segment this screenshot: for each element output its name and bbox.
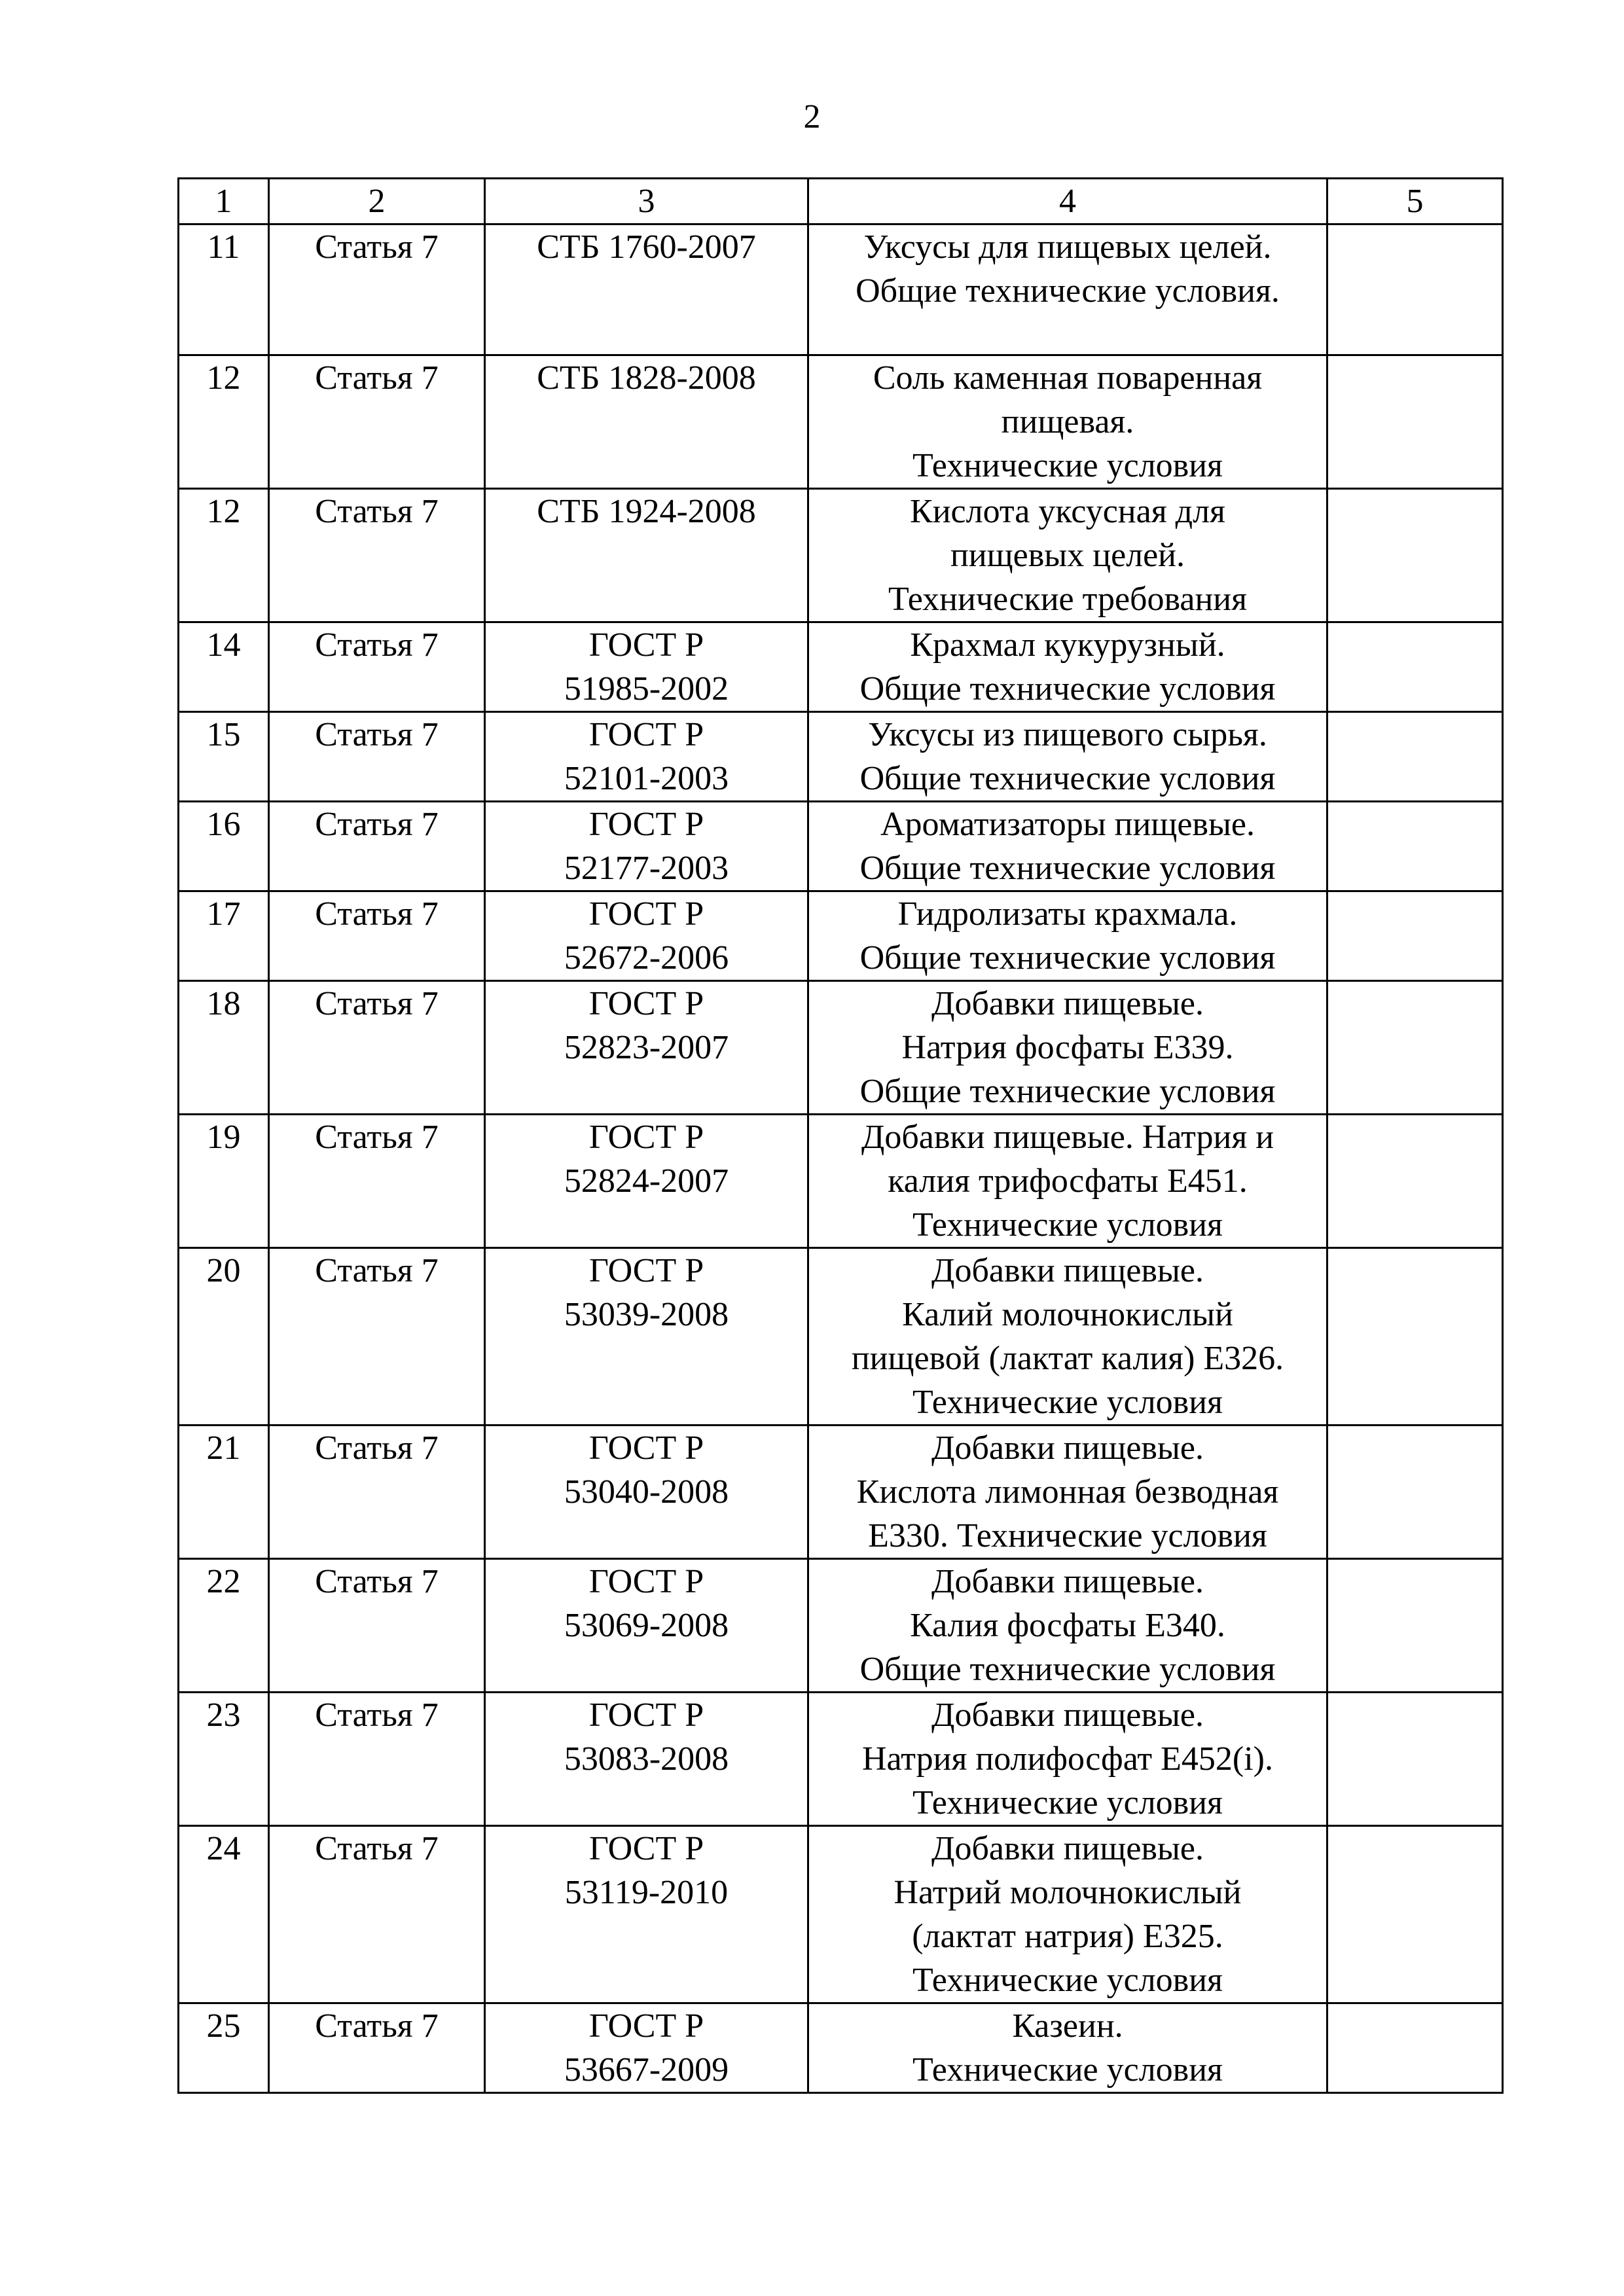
standard-line: ГОСТ Р [588,626,704,664]
title-line: Технические условия [912,2051,1223,2089]
standard-line: 53667-2009 [564,2051,729,2089]
note-cell [1327,1693,1503,1826]
note-cell [1327,1559,1503,1693]
title-line: Ароматизаторы пищевые. [880,806,1255,843]
article-cell: Статья 7 [269,224,485,355]
column-header: 5 [1327,179,1503,224]
row-number-cell: 24 [179,1826,269,2003]
title-line: Натрия фосфаты Е339. [901,1029,1234,1066]
row-number-cell: 19 [179,1115,269,1248]
column-header: 3 [485,179,808,224]
title-line: Уксусы для пищевых целей. [863,228,1272,266]
table-header-row [179,179,1503,224]
title-line: Технические условия [912,447,1223,484]
title-cell [808,224,1327,355]
title-line: пищевых целей. [950,537,1185,574]
title-line: Технические требования [888,581,1248,618]
standard-line: ГОСТ Р [588,1830,704,1867]
row-number-cell: 22 [179,1559,269,1693]
article-cell: Статья 7 [269,355,485,489]
standard-line: ГОСТ Р [588,1696,704,1734]
standard-cell [485,1559,808,1693]
standard-line: ГОСТ Р [588,806,704,843]
title-line: Натрий молочнокислый [893,1874,1242,1911]
standard-line: ГОСТ Р [588,1252,704,1289]
table-row [179,1248,1503,1426]
standard-cell [485,224,808,355]
table-row [179,1115,1503,1248]
title-line: Технические условия [912,1784,1223,1821]
article-cell: Статья 7 [269,712,485,802]
row-number-cell: 12 [179,489,269,622]
article-cell: Статья 7 [269,489,485,622]
note-cell [1327,802,1503,891]
standard-line: 52177-2003 [564,850,729,887]
standard-line: 53083-2008 [564,1740,729,1778]
standard-line: ГОСТ Р [588,985,704,1022]
standard-line: ГОСТ Р [588,1119,704,1156]
title-line: Добавки пищевые. [931,1429,1204,1467]
table-row [179,1826,1503,2003]
title-cell [808,802,1327,891]
title-line: Казеин. [1012,2007,1123,2045]
table-row [179,622,1503,712]
standard-line: СТБ 1760-2007 [537,228,756,266]
table-row [179,224,1503,355]
note-cell [1327,1115,1503,1248]
title-cell [808,1115,1327,1248]
standard-line: ГОСТ Р [588,2007,704,2045]
standard-line: 51985-2002 [564,670,729,708]
title-line: Добавки пищевые. [931,1696,1204,1734]
note-cell [1327,981,1503,1115]
row-number-cell: 25 [179,2003,269,2093]
note-cell [1327,355,1503,489]
title-line: Добавки пищевые. [931,985,1204,1022]
article-cell: Статья 7 [269,1826,485,2003]
title-line: Общие технические условия. [856,272,1280,310]
title-line: Технические условия [912,1962,1223,1999]
table-row [179,489,1503,622]
standard-cell [485,981,808,1115]
title-line: Кислота уксусная для [910,493,1225,530]
standard-line: 52672-2006 [564,939,729,977]
title-line: Общие технические условия [859,1651,1276,1688]
row-number-cell: 23 [179,1693,269,1826]
title-line: Калий молочнокислый [902,1296,1233,1333]
note-cell [1327,622,1503,712]
title-cell [808,1559,1327,1693]
title-cell [808,712,1327,802]
standard-cell [485,802,808,891]
row-number-cell: 12 [179,355,269,489]
standard-cell [485,489,808,622]
title-line: Добавки пищевые. Натрия и [861,1119,1274,1156]
table-row [179,981,1503,1115]
column-header: 1 [179,179,269,224]
row-number-cell: 14 [179,622,269,712]
standard-cell [485,355,808,489]
title-line: Крахмал кукурузный. [910,626,1225,664]
standard-cell [485,712,808,802]
standard-cell [485,1248,808,1426]
title-line: Уксусы из пищевого сырья. [868,716,1267,753]
title-line: Добавки пищевые. [931,1830,1204,1867]
standard-line: 52823-2007 [564,1029,729,1066]
title-line: пищевая. [1001,403,1134,440]
title-line: Гидролизаты крахмала. [897,895,1238,933]
standard-cell [485,1115,808,1248]
title-line: Соль каменная поваренная [873,359,1263,397]
title-line: калия трифосфаты Е451. [888,1162,1248,1200]
row-number-cell: 15 [179,712,269,802]
article-cell: Статья 7 [269,891,485,981]
table-row [179,1693,1503,1826]
title-cell [808,1826,1327,2003]
table-row [179,1426,1503,1559]
row-number-cell: 17 [179,891,269,981]
title-line: Натрия полифосфат Е452(i). [861,1740,1273,1778]
standard-cell [485,1826,808,2003]
article-cell: Статья 7 [269,802,485,891]
standard-line: 52824-2007 [564,1162,729,1200]
article-cell: Статья 7 [269,1426,485,1559]
title-line: Технические условия [912,1384,1223,1421]
table-row [179,891,1503,981]
note-cell [1327,1426,1503,1559]
standard-cell [485,1693,808,1826]
title-line: Общие технические условия [859,850,1276,887]
standard-line: 53040-2008 [564,1473,729,1511]
note-cell [1327,891,1503,981]
standard-line: 53119-2010 [564,1874,729,1911]
article-cell: Статья 7 [269,622,485,712]
title-line: Калия фосфаты Е340. [910,1607,1225,1644]
title-cell [808,1693,1327,1826]
standard-line: 53039-2008 [564,1296,729,1333]
standard-line: 53069-2008 [564,1607,729,1644]
title-cell [808,891,1327,981]
note-cell [1327,2003,1503,2093]
title-cell [808,355,1327,489]
title-line: Общие технические условия [859,939,1276,977]
title-line: Общие технические условия [859,760,1276,797]
note-cell [1327,224,1503,355]
standard-line: ГОСТ Р [588,716,704,753]
title-line: (лактат натрия) Е325. [912,1918,1223,1955]
standard-cell [485,622,808,712]
title-line: пищевой (лактат калия) Е326. [851,1340,1284,1377]
standard-line: ГОСТ Р [588,1563,704,1600]
title-line: Общие технические условия [859,670,1276,708]
standard-line: ГОСТ Р [588,895,704,933]
title-line: Е330. Технические условия [868,1517,1267,1554]
article-cell: Статья 7 [269,1248,485,1426]
title-line: Кислота лимонная безводная [856,1473,1279,1511]
standard-cell [485,2003,808,2093]
table-row [179,712,1503,802]
article-cell: Статья 7 [269,1693,485,1826]
standard-cell [485,891,808,981]
row-number-cell: 16 [179,802,269,891]
title-cell [808,2003,1327,2093]
page-number: 2 [803,98,821,135]
title-cell [808,622,1327,712]
row-number-cell: 20 [179,1248,269,1426]
standard-line: СТБ 1828-2008 [537,359,756,397]
note-cell [1327,712,1503,802]
row-number-cell: 21 [179,1426,269,1559]
row-number-cell: 18 [179,981,269,1115]
standard-line: СТБ 1924-2008 [537,493,756,530]
column-header: 4 [808,179,1327,224]
article-cell: Статья 7 [269,1115,485,1248]
table-row [179,1559,1503,1693]
table-row [179,2003,1503,2093]
title-cell [808,1426,1327,1559]
title-cell [808,1248,1327,1426]
title-line: Общие технические условия [859,1073,1276,1110]
column-header: 2 [269,179,485,224]
article-cell: Статья 7 [269,2003,485,2093]
table-row [179,355,1503,489]
title-cell [808,981,1327,1115]
note-cell [1327,489,1503,622]
standards-table [177,177,1504,2094]
table-row [179,802,1503,891]
title-line: Технические условия [912,1206,1223,1244]
standard-line: ГОСТ Р [588,1429,704,1467]
row-number-cell: 11 [179,224,269,355]
title-cell [808,489,1327,622]
standard-cell [485,1426,808,1559]
note-cell [1327,1248,1503,1426]
note-cell [1327,1826,1503,2003]
article-cell: Статья 7 [269,981,485,1115]
article-cell: Статья 7 [269,1559,485,1693]
title-line: Добавки пищевые. [931,1252,1204,1289]
standard-line: 52101-2003 [564,760,729,797]
title-line: Добавки пищевые. [931,1563,1204,1600]
